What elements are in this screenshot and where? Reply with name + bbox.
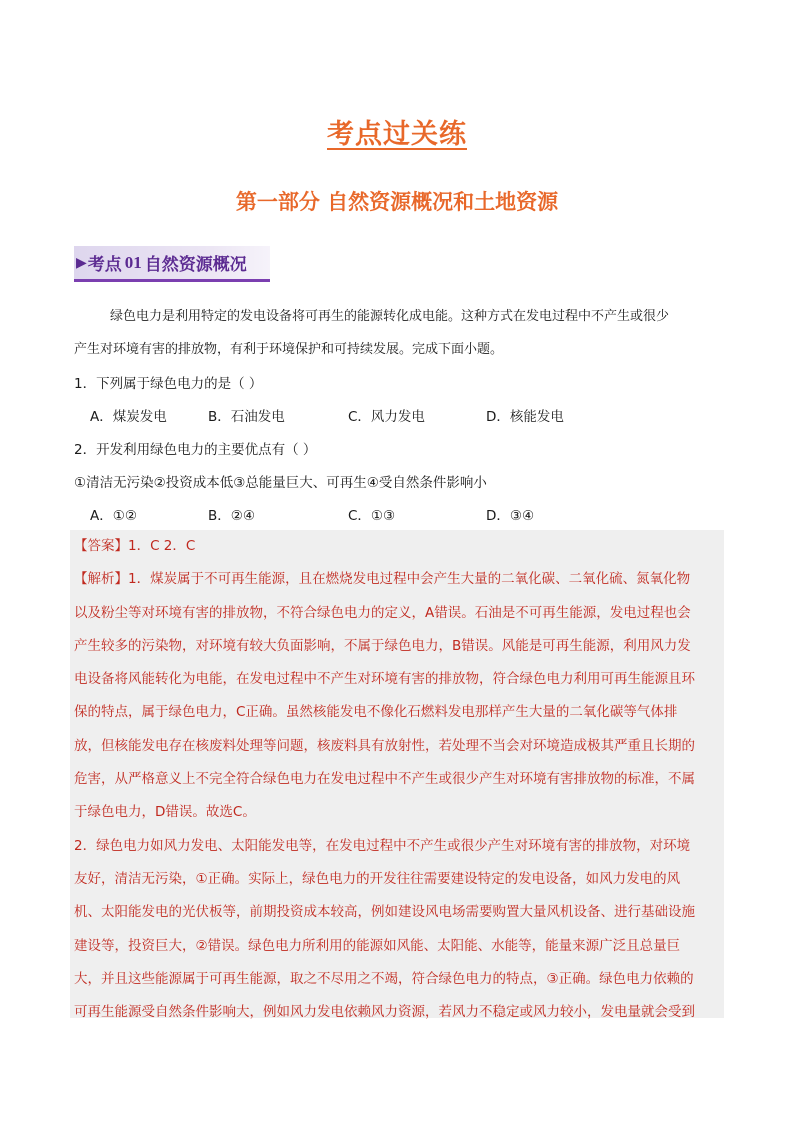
option-b: B．②④	[208, 508, 255, 524]
analysis-line: 电设备将风能转化为电能，在发电过程中不产生对环境有害的排放物，符合绿色电力利用可再生能源且环	[74, 671, 695, 688]
analysis-line: 放，但核能发电存在核废料处理等问题，核废料具有放射性，若处理不当会对环境造成极其严重且长期的	[74, 737, 695, 754]
part-heading: 第一部分 自然资源概况和土地资源	[235, 190, 559, 214]
section-number: 01	[124, 252, 142, 272]
question-1-stem: 1．下列属于绿色电力的是（ ）	[74, 376, 263, 392]
intro-line: 绿色电力是利用特定的发电设备将可再生的能源转化成电能。这种方式在发电过程中不产生或很少	[110, 309, 670, 324]
answer-text: 1．C 2．C	[128, 538, 196, 554]
section-label-b: 自然资源概况	[144, 255, 247, 275]
option-a: A．煤炭发电	[90, 409, 167, 425]
option-a: A．①②	[90, 508, 137, 524]
section-heading	[74, 246, 270, 282]
analysis-line: 建设等，投资巨大，②错误。绿色电力所利用的能源如风能、太阳能、水能等，能量来源广泛且总量巨	[74, 937, 681, 954]
analysis-line: 危害，从严格意义上不完全符合绿色电力在发电过程中不产生或很少产生对环境有害排放物的标准，不属	[74, 771, 695, 788]
analysis-line: 以及粉尘等对环境有害的排放物，不符合绿色电力的定义，A错误。石油是不可再生能源，发电过程也会	[74, 604, 691, 621]
triangle-marker-icon: ▶	[76, 254, 87, 271]
intro-line: 产生对环境有害的排放物，有利于环境保护和可持续发展。完成下面小题。	[74, 342, 504, 357]
analysis-line: 大，并且这些能源属于可再生能源，取之不尽用之不竭，符合绿色电力的特点，③正确。绿色电力依赖的	[74, 970, 694, 987]
option-c: C．风力发电	[348, 409, 425, 425]
analysis-line: 于绿色电力，D错误。故选C。	[74, 804, 256, 821]
analysis-line: 产生较多的污染物，对环境有较大负面影响，不属于绿色电力，B错误。风能是可再生能源，利用风力发	[74, 637, 691, 654]
section-label-a: 考点	[87, 255, 122, 275]
option-d: D．③④	[486, 508, 535, 524]
answer-line	[74, 530, 724, 563]
intro-paragraph	[74, 300, 724, 366]
answer-label: 【答案】	[74, 538, 128, 554]
analysis-line: 机、太阳能发电的光伏板等，前期投资成本较高，例如建设风电场需要购置大量风机设备、进行基础设施	[74, 904, 695, 921]
option-d: D．核能发电	[486, 409, 564, 425]
option-b: B．石油发电	[208, 409, 285, 425]
option-c: C．①③	[348, 508, 396, 524]
analysis-line: 可再生能源受自然条件影响大，例如风力发电依赖风力资源，若风力不稳定或风力较小，发电量就会受到	[74, 1004, 695, 1021]
page-title: 考点过关练	[327, 119, 467, 150]
answer-analysis	[74, 530, 724, 1029]
question-2-statements: ①清洁无污染②投资成本低③总能量巨大、可再生④受自然条件影响小	[74, 475, 487, 491]
analysis-line: 【解析】1．煤炭属于不可再生能源，且在燃烧发电过程中会产生大量的二氧化碳、二氧化硫、氮氧化物	[74, 571, 691, 588]
analysis-line: 友好，清洁无污染，①正确。实际上，绿色电力的开发往往需要建设特定的发电设备，如风力发电的风	[74, 870, 681, 887]
analysis-label: 【解析】	[74, 571, 128, 588]
analysis-line: 2．绿色电力如风力发电、太阳能发电等，在发电过程中不产生或很少产生对环境有害的排放物，对环境	[74, 837, 691, 854]
question-2-stem: 2．开发利用绿色电力的主要优点有（ ）	[74, 442, 317, 458]
analysis-line: 保的特点，属于绿色电力，C正确。虽然核能发电不像化石燃料发电那样产生大量的二氧化碳等气体排	[74, 704, 678, 721]
